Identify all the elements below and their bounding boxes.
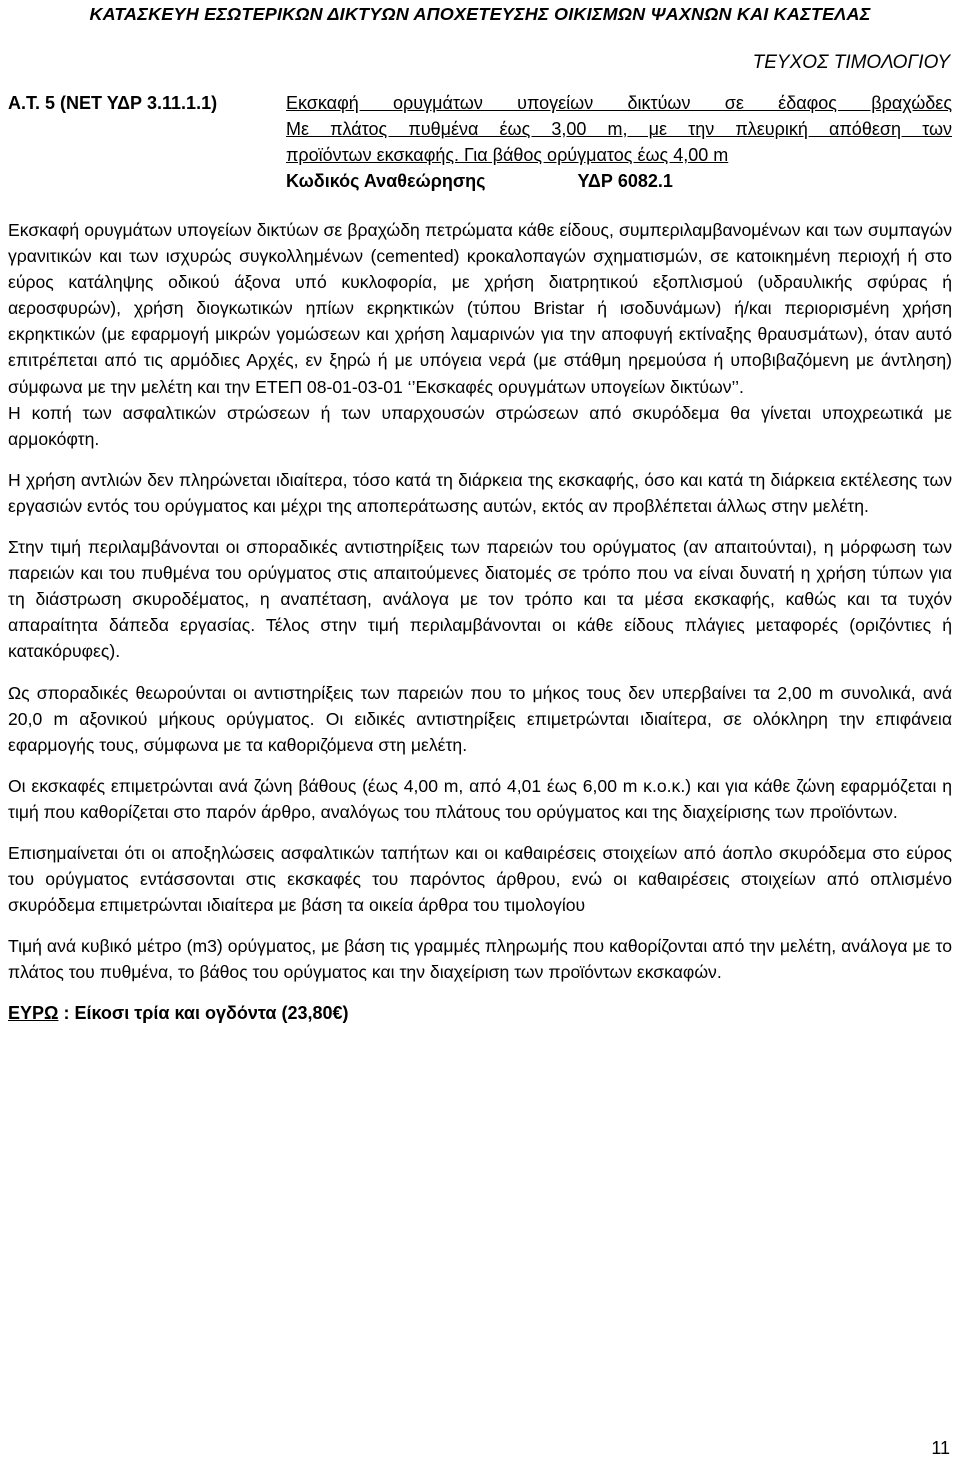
page-number: 11: [931, 1438, 950, 1458]
item-title-line-1: Εκσκαφή ορυγμάτων υπογείων δικτύων σε έδαφος βραχώδες: [286, 93, 952, 113]
item-title-line-2: Με πλάτος πυθμένα έως 3,00 m, με την πλευρική απόθεση των: [286, 119, 952, 139]
revision-code: ΥΔΡ 6082.1: [577, 171, 673, 191]
paragraph-included-works: Στην τιμή περιλαμβάνονται οι σποραδικές αντιστηρίξεις των παρειών του ορύγματος (αν απαιτούνται), η μόρφωση των παρειών και του πυθμένα του ορύγματος στις απαιτούμενες διατομές σε τρόπο που να είναι δυνατή η χρήση τύπων για τη διάστρωση σκυροδέματος, η αναπέταση, ανάλογα με τον τρόπο και τα μέσα εκσκαφής, καθώς και τα τυχόν απαραίτητα δάπεδα εργασίας. Τέλος στην τιμή περιλαμβάνονται οι κάθε είδους πλάγιες μεταφορές (οριζόντιες ή κατακόρυφες).: [8, 537, 952, 662]
document-header: ΚΑΤΑΣΚΕΥΗ ΕΣΩΤΕΡΙΚΩΝ ΔΙΚΤΥΩΝ ΑΠΟΧΕΤΕΥΣΗΣ ΟΙΚΙΣΜΩΝ ΨΑΧΝΩΝ ΚΑΙ ΚΑΣΤΕΛΑΣ: [89, 4, 871, 24]
paragraph-demolitions: Επισημαίνεται ότι οι αποξηλώσεις ασφαλτικών ταπήτων και οι καθαιρέσεις στοιχείων από άοπλο σκυρόδεμα στο εύρος του ορύγματος εντάσσονται στις εκσκαφές του παρόντος άρθρου, ενώ οι καθαιρέσεις στοιχείων από οπλισμένο σκυρόδεμα επιμετρώνται ιδιαίτερα με βάση τα οικεία άρθρα του τιμολογίου: [8, 842, 952, 916]
paragraph-asphalt-cutting: Η κοπή των ασφαλτικών στρώσεων ή των υπαρχουσών στρώσεων από σκυρόδεμα θα γίνεται υποχρεωτικά με αρμοκόφτη.: [8, 402, 952, 449]
paragraph-depth-zones: Οι εκσκαφές επιμετρώνται ανά ζώνη βάθους (έως 4,00 m, από 4,01 έως 6,00 m κ.ο.κ.) και για κάθε ζώνη εφαρμόζεται η τιμή που καθορίζεται στο παρόν άρθρο, αναλόγως του πλάτους του ορύγματος και της διαχείρισης των προϊόντων.: [8, 775, 952, 822]
item-title-block: [8, 90, 952, 194]
paragraph-unit-price: Τιμή ανά κυβικό μέτρο (m3) ορύγματος, με βάση τις γραμμές πληρωμής που καθορίζονται από την μελέτη, ανάλογα με το πλάτος του πυθμένα, το βάθος του ορύγματος και την διαχείριση των προϊόντων εκσκαφών.: [8, 936, 952, 983]
revision-label: Κωδικός Αναθεώρησης: [286, 171, 486, 191]
paragraph-sporadic-supports: Ως σποραδικές θεωρούνται οι αντιστηρίξεις των παρειών που το μήκος τους δεν υπερβαίνει τα 2,00 m συνολικά, ανά 20,0 m αξονικού μήκους ορύγματος. Οι ειδικές αντιστηρίξεις επιμετρώνται ιδιαίτερα, σε ολόκληρη την επιφάνεια εφαρμογής τους, σύμφωνα με τα καθοριζόμενα στη μελέτη.: [8, 682, 952, 755]
item-title-line: [8, 90, 952, 116]
price-currency: ΕΥΡΩ: [8, 1003, 59, 1024]
price-amount: : Είκοσι τρία και ογδόντα (23,80€): [58, 1003, 349, 1024]
volume-label: ΤΕΥΧΟΣ ΤΙΜΟΛΟΓΙΟΥ: [752, 52, 950, 73]
paragraph-excavation-scope: Εκσκαφή ορυγμάτων υπογείων δικτύων σε βραχώδη πετρώματα κάθε είδους, συμπεριλαμβανομένων και των συμπαγών γρανιτικών και των ισχυρώς συγκολλημένων (cemented) κροκαλοπαγών σχηματισμών, σε κατοικημένη περιοχή ή στο εύρος κατάληψης οδικού άξονα υπό κυκλοφορία, με χρήση διατρητικού εξοπλισμού (υδραυλικής σφύρας ή αεροσφυρών), χρήση διογκωτικών ηπίων εκρηκτικών (τύπου Bristar ή ισοδυνάμων) ή/και περιορισμένη χρήση εκρηκτικών (με εφαρμογή μικρών γομώσεων και χρήση λαμαρινών για την αποφυγή εκτίναξης θραυσμάτων), όταν αυτό επιτρέπεται από τις αρμόδιες Αρχές, εν ξηρώ ή με υπόγεια νερά (με στάθμη ηρεμούσα ή υποβιβαζόμενη με άντληση) σύμφωνα με την μελέτη και την ΕΤΕΠ 08-01-03-01 ‘’Εκσκαφές ορυγμάτων υπογείων δικτύων’’.: [8, 220, 952, 397]
paragraph-pumps: Η χρήση αντλιών δεν πληρώνεται ιδιαίτερα, τόσο κατά τη διάρκεια της εκσκαφής, όσο και κατά τη διάρκεια εκτέλεσης των εργασιών εντός του ορύγματος και μέχρι της αποπεράτωσης αυτών, εκτός αν προβλέπεται άλλως στην μελέτη.: [8, 469, 952, 516]
revision-line: [8, 168, 952, 194]
item-description: [8, 217, 952, 1027]
item-code: Α.Τ. 5 (ΝΕΤ ΥΔΡ 3.11.1.1): [8, 93, 218, 113]
price-line: [8, 1000, 952, 1026]
item-title-line-3: προϊόντων εκσκαφής. Για βάθος ορύγματος έως 4,00 m: [286, 145, 729, 165]
